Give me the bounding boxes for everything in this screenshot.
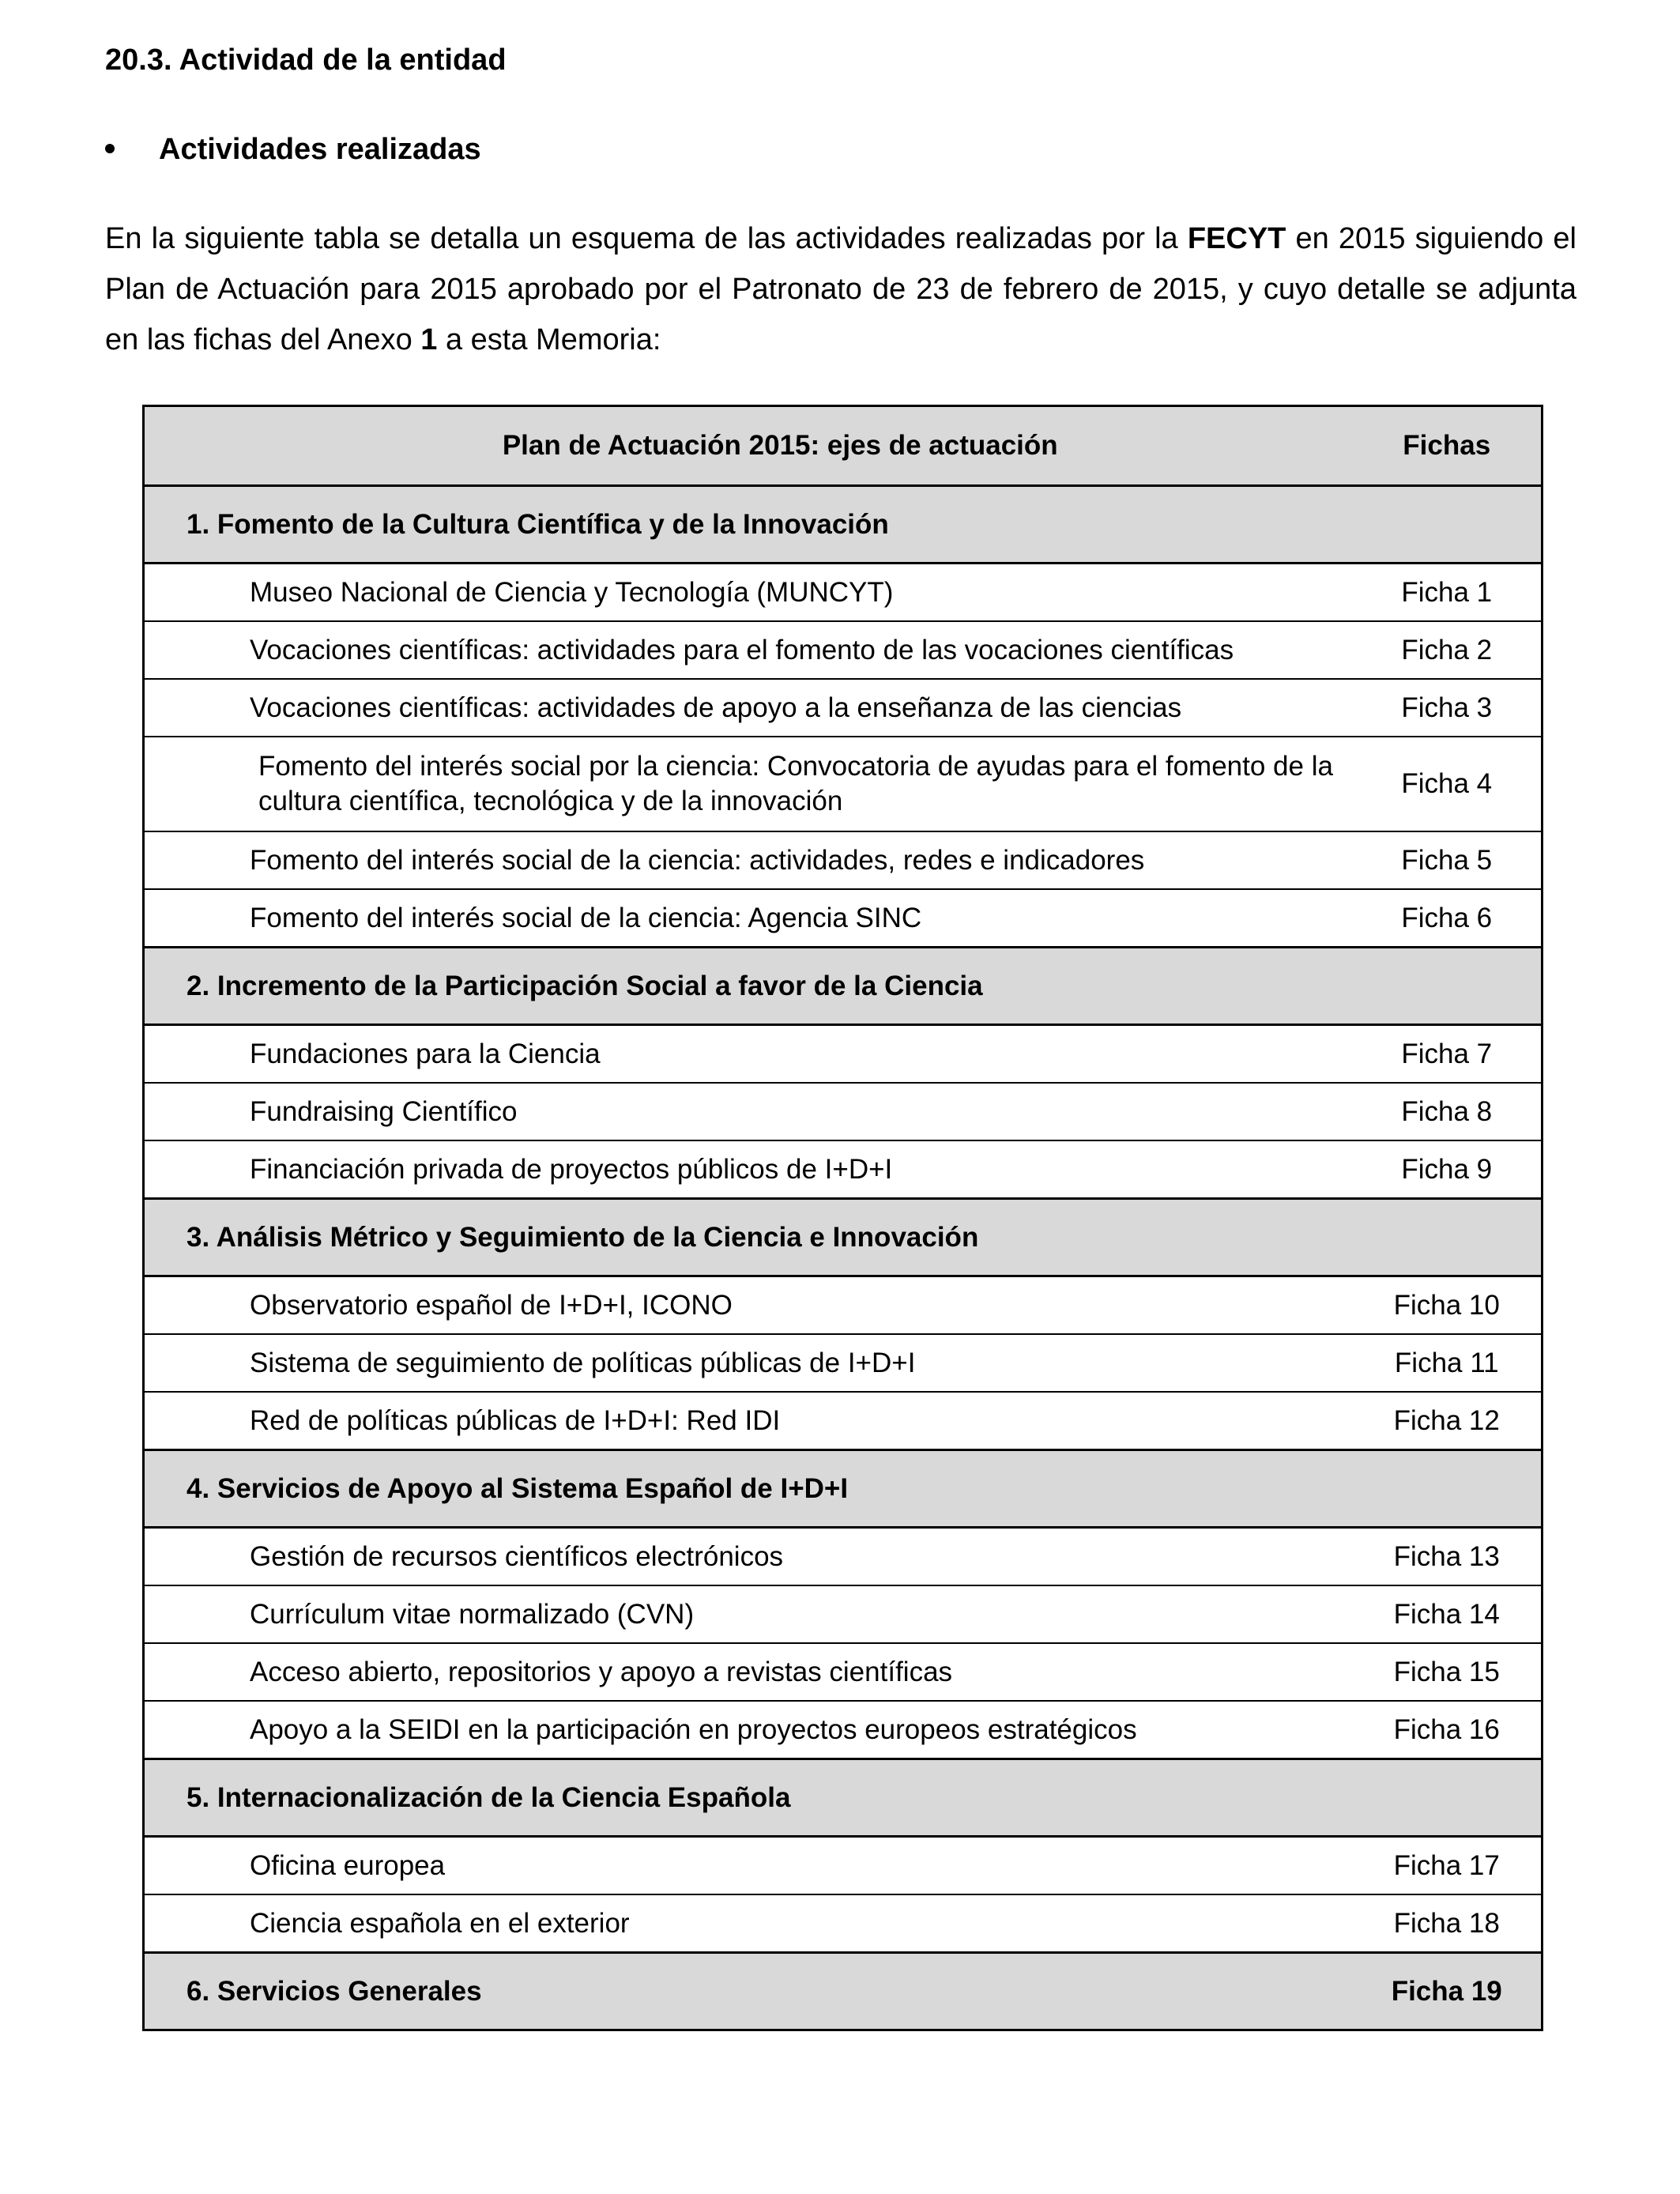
table-row [144,1392,1543,1450]
activity-ficha: Ficha 13 [1353,1528,1543,1586]
table-row [144,1528,1543,1586]
plan-table [142,405,1543,2031]
activity-ficha: Ficha 2 [1353,621,1543,679]
intro-text-2: en 2015 siguiendo el Plan de Actuación para 2015 aprobado por el Patronato de 23 de febrero de 2015, y cuyo detalle se adjunta en las fichas del Anexo [105,222,1576,356]
activity-ficha: Ficha 5 [1353,831,1543,889]
section-row [144,1199,1543,1276]
section-row [144,1953,1543,2030]
activity-name: Ciencia española en el exterior [144,1894,1353,1953]
table-body [144,486,1543,2030]
section-ficha [1353,486,1543,564]
activity-name: Apoyo a la SEIDI en la participación en proyectos europeos estratégicos [144,1701,1353,1759]
table-row [144,564,1543,622]
activity-name: Museo Nacional de Ciencia y Tecnología (MUNCYT) [144,564,1353,622]
activity-ficha: Ficha 17 [1353,1837,1543,1895]
header-fichas: Fichas [1353,406,1543,486]
table-row [144,1083,1543,1140]
table-row [144,1276,1543,1335]
section-title: 4. Servicios de Apoyo al Sistema Español de I+D+I [144,1450,1353,1528]
section-ficha [1353,948,1543,1025]
section-row [144,1450,1543,1528]
table-row [144,889,1543,948]
activity-ficha: Ficha 11 [1353,1334,1543,1392]
activity-ficha: Ficha 9 [1353,1140,1543,1199]
activity-name: Fomento del interés social de la ciencia: actividades, redes e indicadores [144,831,1353,889]
section-ficha [1353,1199,1543,1276]
subheading-text: Actividades realizadas [159,133,481,166]
intro-bold-fecyt: FECYT [1187,222,1286,255]
activity-name: Acceso abierto, repositorios y apoyo a revistas científicas [144,1643,1353,1701]
table-row [144,1140,1543,1199]
activity-ficha: Ficha 15 [1353,1643,1543,1701]
activity-name: Fomento del interés social por la ciencia: Convocatoria de ayudas para el fomento de la cultura científica, tecnológica y de la innovación [144,737,1353,831]
activity-name: Observatorio español de I+D+I, ICONO [144,1276,1353,1335]
activity-ficha: Ficha 10 [1353,1276,1543,1335]
activity-ficha: Ficha 6 [1353,889,1543,948]
activity-ficha: Ficha 7 [1353,1025,1543,1084]
activity-name: Financiación privada de proyectos públicos de I+D+I [144,1140,1353,1199]
table-row [144,1585,1543,1643]
section-row [144,486,1543,564]
table-row [144,1701,1543,1759]
section-row [144,948,1543,1025]
activity-ficha: Ficha 18 [1353,1894,1543,1953]
intro-text-3: a esta Memoria: [437,323,661,356]
activity-name: Sistema de seguimiento de políticas públicas de I+D+I [144,1334,1353,1392]
header-plan: Plan de Actuación 2015: ejes de actuación [144,406,1353,486]
section-heading: 20.3. Actividad de la entidad [105,43,507,77]
table-header-row [144,406,1543,486]
table-row [144,1894,1543,1953]
activity-ficha: Ficha 14 [1353,1585,1543,1643]
table-row [144,1643,1543,1701]
activity-ficha: Ficha 4 [1353,737,1543,831]
intro-bold-annex: 1 [420,323,438,356]
activity-name: Vocaciones científicas: actividades para el fomento de las vocaciones científicas [144,621,1353,679]
section-title: 5. Internacionalización de la Ciencia Española [144,1759,1353,1837]
activity-name: Vocaciones científicas: actividades de apoyo a la enseñanza de las ciencias [144,679,1353,737]
section-ficha: Ficha 19 [1353,1953,1543,2030]
section-ficha [1353,1450,1543,1528]
table-row [144,1025,1543,1084]
section-title: 6. Servicios Generales [144,1953,1353,2030]
activity-name: Currículum vitae normalizado (CVN) [144,1585,1353,1643]
activity-name: Fundraising Científico [144,1083,1353,1140]
table-row [144,737,1543,831]
table-row [144,679,1543,737]
bullet-icon [105,144,115,153]
activity-ficha: Ficha 16 [1353,1701,1543,1759]
activity-ficha: Ficha 12 [1353,1392,1543,1450]
activity-ficha: Ficha 8 [1353,1083,1543,1140]
activity-ficha: Ficha 3 [1353,679,1543,737]
subheading [105,130,481,168]
section-title: 2. Incremento de la Participación Social a favor de la Ciencia [144,948,1353,1025]
section-ficha [1353,1759,1543,1837]
activity-name: Gestión de recursos científicos electrónicos [144,1528,1353,1586]
activity-ficha: Ficha 1 [1353,564,1543,622]
activity-name: Fundaciones para la Ciencia [144,1025,1353,1084]
table-row [144,621,1543,679]
section-title: 1. Fomento de la Cultura Científica y de la Innovación [144,486,1353,564]
table-row [144,1334,1543,1392]
table-row [144,831,1543,889]
intro-paragraph [105,213,1576,365]
intro-text-1: En la siguiente tabla se detalla un esquema de las actividades realizadas por la [105,222,1188,255]
activity-name: Fomento del interés social de la ciencia: Agencia SINC [144,889,1353,948]
section-title: 3. Análisis Métrico y Seguimiento de la Ciencia e Innovación [144,1199,1353,1276]
activity-name: Oficina europea [144,1837,1353,1895]
table-row [144,1837,1543,1895]
activity-name: Red de políticas públicas de I+D+I: Red IDI [144,1392,1353,1450]
section-row [144,1759,1543,1837]
